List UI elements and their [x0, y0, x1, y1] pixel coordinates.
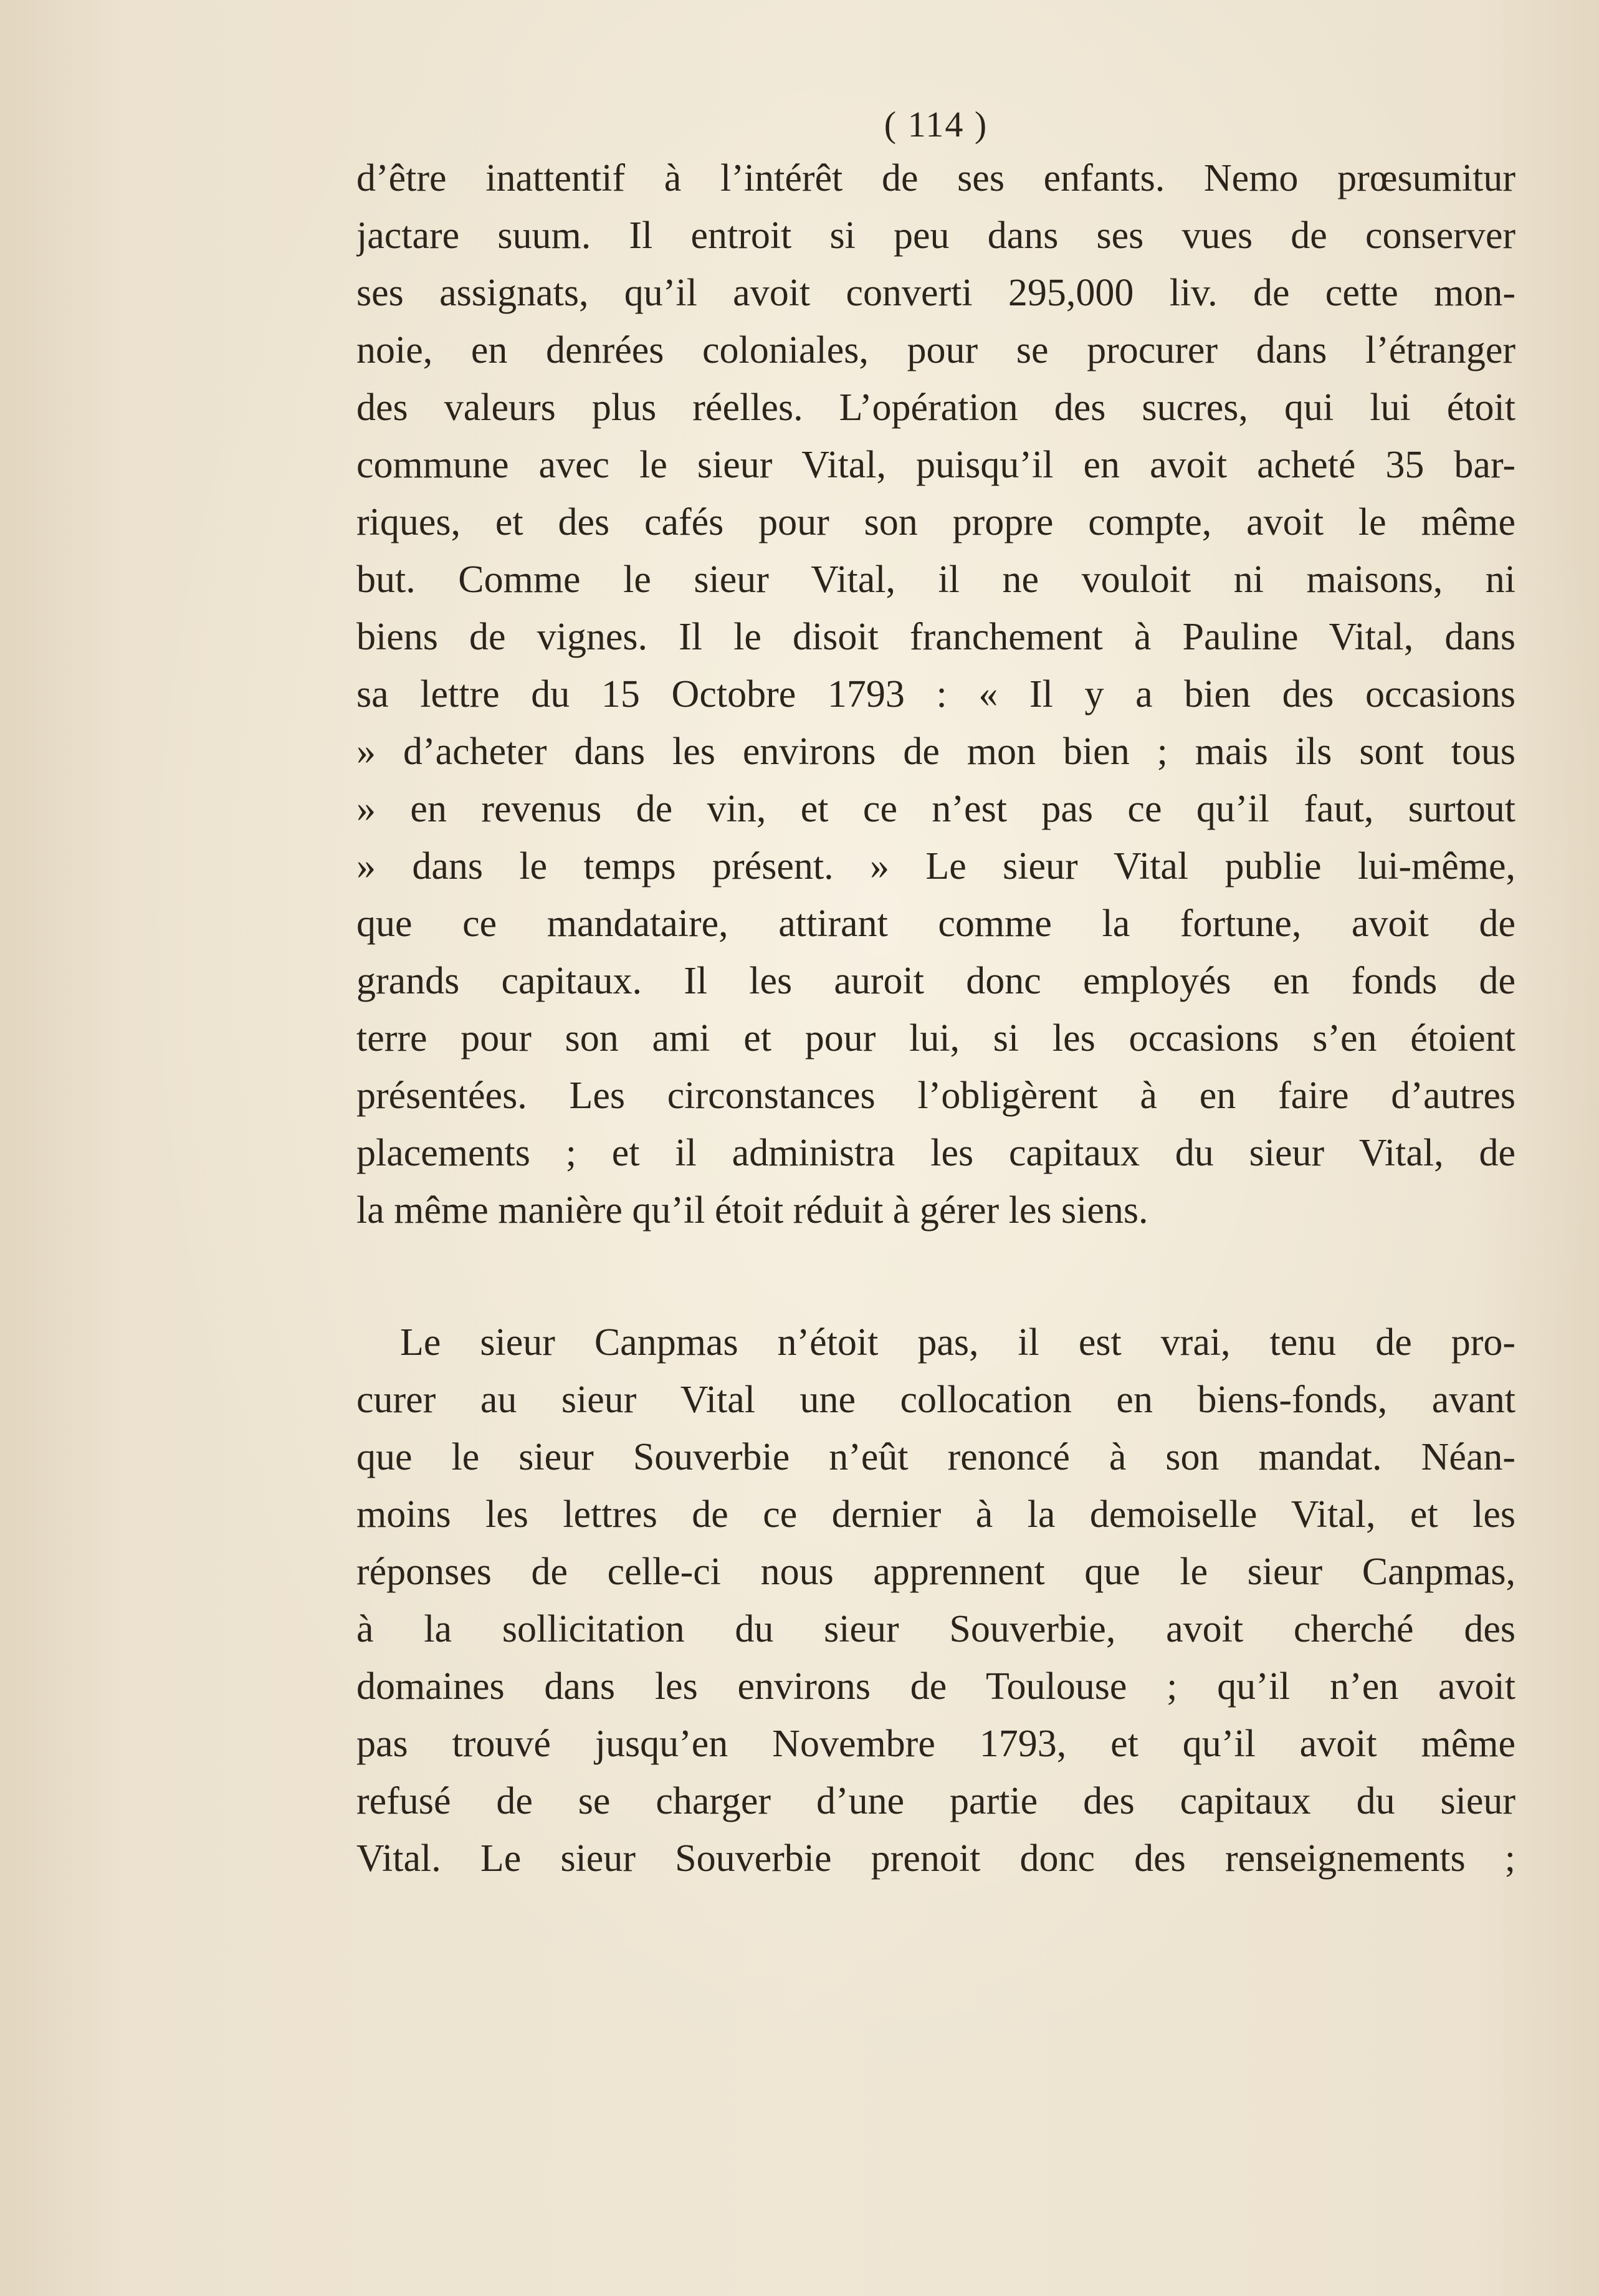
- text-line: but. Comme le sieur Vital, il ne vouloit ni maisons, ni: [356, 558, 1515, 601]
- text-line: sa lettre du 15 Octobre 1793 : « Il y a bien des occasions: [356, 673, 1515, 715]
- text-line: ses assignats, qu’il avoit converti 295,000 liv. de cette mon-: [356, 272, 1515, 314]
- quote-line: » en revenus de vin, et ce n’est pas ce qu’il faut, surtout: [356, 788, 1515, 830]
- text-line: jactare suum. Il entroit si peu dans ses vues de conserver: [356, 214, 1515, 257]
- paragraph-2: [356, 1314, 1515, 1887]
- text-line: moins les lettres de ce dernier à la demoiselle Vital, et les: [356, 1493, 1515, 1536]
- quote-line: » d’acheter dans les environs de mon bien ; mais ils sont tous: [356, 730, 1515, 773]
- text-line: pas trouvé jusqu’en Novembre 1793, et qu’il avoit même: [356, 1723, 1515, 1765]
- text-line: domaines dans les environs de Toulouse ; qu’il n’en avoit: [356, 1665, 1515, 1708]
- text-line: terre pour son ami et pour lui, si les occasions s’en étoient: [356, 1017, 1515, 1060]
- text-line: présentées. Les circonstances l’obligèrent à en faire d’autres: [356, 1074, 1515, 1117]
- text-line: à la sollicitation du sieur Souverbie, avoit cherché des: [356, 1608, 1515, 1650]
- text-line: réponses de celle-ci nous apprennent que le sieur Canpmas,: [356, 1551, 1515, 1593]
- text-line: que le sieur Souverbie n’eût renoncé à son mandat. Néan-: [356, 1436, 1515, 1478]
- text-line: grands capitaux. Il les auroit donc employés en fonds de: [356, 960, 1515, 1002]
- page-number: ( 114 ): [884, 104, 988, 145]
- text-line: refusé de se charger d’une partie des capitaux du sieur: [356, 1780, 1515, 1822]
- text-line: placements ; et il administra les capitaux du sieur Vital, de: [356, 1132, 1515, 1174]
- quote-line: » dans le temps présent. » Le sieur Vital publie lui-même,: [356, 845, 1515, 887]
- page-text: [356, 100, 1515, 1887]
- paragraph-1: [356, 150, 1515, 1239]
- text-line: curer au sieur Vital une collocation en biens-fonds, avant: [356, 1379, 1515, 1421]
- text-line: riques, et des cafés pour son propre compte, avoit le même: [356, 501, 1515, 543]
- text-line: des valeurs plus réelles. L’opération des sucres, qui lui étoit: [356, 386, 1515, 429]
- text-line: commune avec le sieur Vital, puisqu’il en avoit acheté 35 bar-: [356, 444, 1515, 486]
- text-line: la même manière qu’il étoit réduit à gérer les siens.: [356, 1189, 1148, 1232]
- text-line: noie, en denrées coloniales, pour se procurer dans l’étranger: [356, 329, 1515, 371]
- text-line: Vital. Le sieur Souverbie prenoit donc des renseignements ;: [356, 1837, 1515, 1880]
- text-line: d’être inattentif à l’intérêt de ses enfants. Nemo prœsumitur: [356, 157, 1515, 199]
- text-line: biens de vignes. Il le disoit franchement à Pauline Vital, dans: [356, 616, 1515, 658]
- paragraph-gap: [356, 1239, 1515, 1314]
- text-line: Le sieur Canpmas n’étoit pas, il est vrai, tenu de pro-: [400, 1321, 1515, 1364]
- text-line: que ce mandataire, attirant comme la fortune, avoit de: [356, 902, 1515, 945]
